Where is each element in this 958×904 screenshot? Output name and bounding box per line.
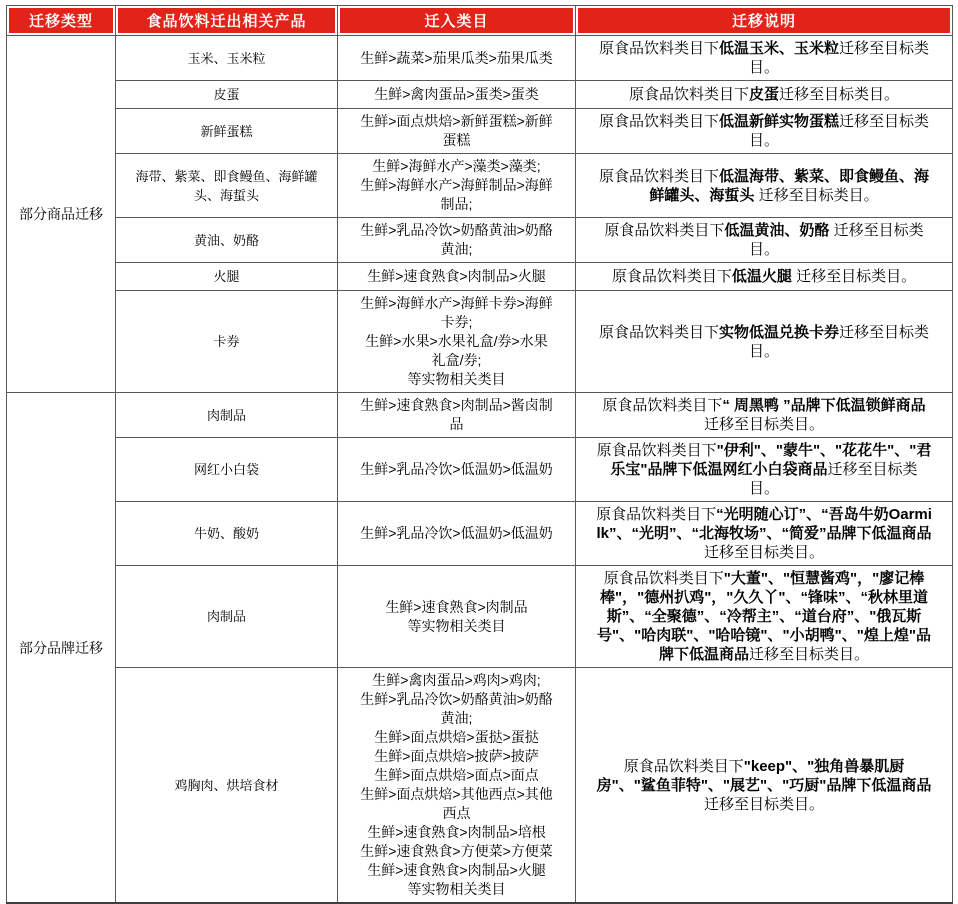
- table-row: [7, 109, 953, 154]
- category-cell: [338, 218, 576, 263]
- category-line: 生鲜>面点烘焙>其他西点>其他西点: [360, 786, 553, 821]
- description-cell: [576, 502, 953, 566]
- table-body: [7, 36, 953, 904]
- desc-segment: 迁移至目标类目。: [703, 795, 824, 813]
- category-cell: [338, 438, 576, 502]
- description-cell: [576, 393, 953, 438]
- description-cell: [576, 291, 953, 393]
- desc-segment: "keep"、"独角兽暴肌厨房"、"鲨鱼菲特"、"展艺"、"巧厨"品牌下低温商品: [596, 757, 932, 794]
- header-products: 食品饮料迁出相关产品: [116, 6, 338, 36]
- category-line: 等实物相关类目: [407, 617, 506, 634]
- category-line: 生鲜>速食熟食>肉制品>火腿: [367, 268, 546, 284]
- category-cell: [338, 36, 576, 81]
- header-description: 迁移说明: [576, 6, 953, 36]
- category-line: 生鲜>禽肉蛋品>鸡肉>鸡肉;: [372, 672, 541, 688]
- desc-segment: 原食品饮料类目下: [604, 222, 725, 239]
- header-migration-type: 迁移类型: [7, 6, 116, 36]
- table-row: [7, 36, 953, 81]
- category-line: 生鲜>速食熟食>肉制品>火腿: [367, 862, 546, 878]
- desc-segment: 原食品饮料类目下: [598, 323, 719, 341]
- category-line: 生鲜>乳品冷饮>低温奶>低温奶: [360, 461, 553, 477]
- description-cell: [576, 566, 953, 668]
- product-cell: 海带、紫菜、即食鳗鱼、海鲜罐头、海蜇头: [116, 154, 338, 218]
- desc-segment: 低温新鲜实物蛋糕: [718, 113, 839, 130]
- category-cell: [338, 502, 576, 566]
- description-cell: [576, 109, 953, 154]
- desc-segment: “光明随心订”、“吾岛牛奶Oarmilk”、“光明”、“北海牧场”、“简爱”品牌下低温商品: [596, 506, 932, 542]
- desc-segment: 原食品饮料类目下: [596, 506, 717, 523]
- category-line: 生鲜>乳品冷饮>奶酪黄油>奶酪黄油;: [360, 691, 553, 726]
- desc-segment: 迁移至目标类目。: [703, 416, 824, 433]
- desc-segment: 原食品饮料类目下: [602, 397, 723, 414]
- product-cell: 火腿: [116, 263, 338, 291]
- product-cell: 肉制品: [116, 393, 338, 438]
- product-cell: 肉制品: [116, 566, 338, 668]
- category-line: 等实物相关类目: [407, 881, 506, 897]
- category-cell: [338, 291, 576, 393]
- desc-segment: "大董"、"恒慧酱鸡"，"廖记棒棒"，"德州扒鸡"，"久久丫"、“锋味”、“秋林里道斯”、“全聚德”、“冷帮主”、“道台府”、"俄瓦斯号"、"哈肉联"、"哈哈镜"、"小胡鸭"、"煌上煌"品牌下低温商品: [596, 570, 931, 663]
- product-cell: 新鲜蛋糕: [116, 109, 338, 154]
- category-line: 生鲜>速食熟食>方便菜>方便菜: [360, 843, 553, 859]
- category-line: 生鲜>海鲜水产>海鲜卡券>海鲜卡券;: [360, 295, 553, 330]
- category-line: 生鲜>乳品冷饮>低温奶>低温奶: [360, 525, 553, 541]
- product-cell: 牛奶、酸奶: [116, 502, 338, 566]
- header-row: [7, 6, 953, 36]
- category-line: 生鲜>水果>水果礼盒/券>水果礼盒/券;: [365, 333, 548, 368]
- category-line: 生鲜>面点烘焙>披萨>披萨: [374, 748, 539, 764]
- product-cell: 鸡胸肉、烘培食材: [116, 668, 338, 904]
- product-cell: 玉米、玉米粒: [116, 36, 338, 81]
- product-cell: 卡券: [116, 291, 338, 393]
- category-line: 生鲜>乳品冷饮>奶酪黄油>奶酪黄油;: [360, 222, 553, 257]
- description-cell: [576, 218, 953, 263]
- category-cell: [338, 154, 576, 218]
- category-line: 生鲜>蔬菜>茄果瓜类>茄果瓜类: [360, 49, 553, 66]
- description-cell: [576, 36, 953, 81]
- desc-segment: 迁移至目标类目。: [748, 323, 930, 360]
- description-cell: [576, 81, 953, 109]
- desc-segment: "伊利"、"蒙牛"、"花花牛"、"君乐宝"品牌下低温网红小白袋商品: [610, 442, 932, 478]
- table-row: [7, 438, 953, 502]
- desc-segment: 原食品饮料类目下: [628, 86, 749, 103]
- product-cell: 皮蛋: [116, 81, 338, 109]
- desc-segment: 皮蛋: [748, 86, 779, 103]
- migration-type-cell: 部分商品迁移: [7, 36, 116, 393]
- category-cell: [338, 263, 576, 291]
- desc-segment: 原食品饮料类目下: [596, 442, 717, 459]
- migration-table: [6, 5, 953, 904]
- category-line: 生鲜>速食熟食>肉制品: [385, 598, 528, 615]
- category-line: 生鲜>速食熟食>肉制品>酱卤制品: [360, 397, 553, 432]
- desc-segment: 原食品饮料类目下: [623, 757, 744, 775]
- desc-segment: 低温黄油、奶酪: [724, 222, 830, 239]
- table-row: [7, 566, 953, 668]
- table-row: [7, 502, 953, 566]
- product-cell: 网红小白袋: [116, 438, 338, 502]
- table-row: [7, 81, 953, 109]
- description-cell: [576, 263, 953, 291]
- category-cell: [338, 81, 576, 109]
- desc-segment: 低温玉米、玉米粒: [718, 40, 839, 57]
- category-line: 生鲜>面点烘焙>蛋挞>蛋挞: [374, 729, 539, 745]
- description-cell: [576, 154, 953, 218]
- desc-segment: 迁移至目标类目。: [791, 268, 917, 285]
- desc-segment: 原食品饮料类目下: [598, 113, 719, 130]
- table-row: [7, 154, 953, 218]
- category-line: 生鲜>面点烘焙>新鲜蛋糕>新鲜蛋糕: [360, 113, 553, 148]
- desc-segment: 原食品饮料类目下: [598, 167, 719, 185]
- desc-segment: 实物低温兑换卡券: [718, 323, 839, 341]
- desc-segment: 低温海带、紫菜、即食鳗鱼、海鲜罐头、海蜇头: [649, 167, 930, 204]
- desc-segment: 迁移至目标类目。: [754, 186, 879, 204]
- product-cell: 黄油、奶酪: [116, 218, 338, 263]
- category-cell: [338, 109, 576, 154]
- desc-segment: 迁移至目标类目。: [779, 86, 900, 103]
- category-line: 生鲜>速食熟食>肉制品>培根: [367, 824, 546, 840]
- desc-segment: “ 周黑鸭 ”品牌下低温锁鲜商品: [722, 397, 926, 414]
- header-target-category: 迁入类目: [338, 6, 576, 36]
- desc-segment: 迁移至目标类目。: [748, 461, 918, 497]
- table-row: [7, 393, 953, 438]
- category-line: 生鲜>海鲜水产>海鲜制品>海鲜制品;: [360, 177, 553, 212]
- desc-segment: 迁移至目标类目。: [748, 113, 930, 149]
- table-row: [7, 218, 953, 263]
- desc-segment: 迁移至目标类目。: [748, 222, 924, 258]
- desc-segment: 低温火腿: [731, 268, 792, 285]
- desc-segment: 迁移至目标类目。: [703, 544, 824, 561]
- desc-segment: 原食品饮料类目下: [603, 570, 724, 587]
- table-row: [7, 263, 953, 291]
- description-cell: [576, 438, 953, 502]
- category-cell: [338, 566, 576, 668]
- category-line: 生鲜>禽肉蛋品>蛋类>蛋类: [374, 86, 539, 102]
- desc-segment: 原食品饮料类目下: [598, 40, 719, 57]
- category-line: 生鲜>海鲜水产>藻类>藻类;: [372, 158, 541, 174]
- migration-type-cell: 部分品牌迁移: [7, 393, 116, 904]
- desc-segment: 迁移至目标类目。: [749, 646, 870, 663]
- category-line: 生鲜>面点烘焙>面点>面点: [374, 767, 539, 783]
- desc-segment: 原食品饮料类目下: [611, 268, 732, 285]
- category-cell: [338, 393, 576, 438]
- desc-segment: 迁移至目标类目。: [748, 40, 930, 76]
- table-row: [7, 291, 953, 393]
- category-line: 等实物相关类目: [407, 371, 506, 387]
